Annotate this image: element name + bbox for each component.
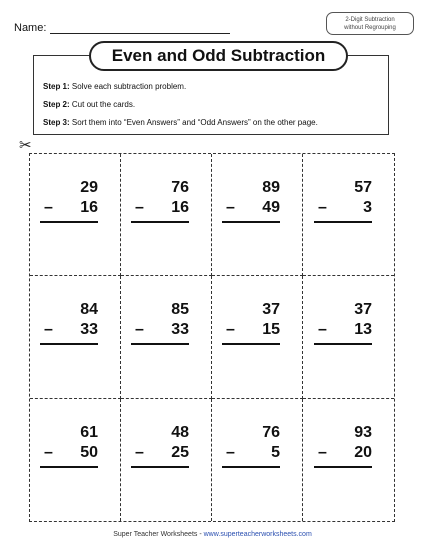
worksheet-title: Even and Odd Subtraction: [89, 41, 348, 71]
problem-card[interactable]: [212, 399, 303, 521]
problem-card[interactable]: [303, 399, 394, 521]
subtrahend: 15: [262, 321, 280, 339]
problem-card[interactable]: [121, 154, 212, 276]
topic-line-2: without Regrouping: [344, 25, 396, 31]
step-3: [43, 114, 318, 132]
card-grid: [29, 153, 395, 522]
subtraction-problem: [131, 178, 189, 223]
answer-line: [222, 343, 280, 345]
subtrahend: 20: [354, 443, 372, 461]
subtrahend: 50: [80, 443, 98, 461]
subtrahend: 16: [80, 199, 98, 216]
subtrahend: 3: [363, 199, 372, 216]
minus-sign: –: [318, 199, 327, 216]
step-1-label: Step 1:: [43, 82, 70, 91]
problem-card[interactable]: [212, 276, 303, 398]
minus-sign: –: [135, 199, 144, 216]
subtrahend-row: [314, 198, 372, 218]
problem-card[interactable]: [303, 154, 394, 276]
minus-sign: –: [44, 443, 53, 461]
subtraction-problem: [40, 423, 98, 468]
subtrahend-row: [222, 443, 280, 463]
problem-card[interactable]: [303, 276, 394, 398]
subtraction-problem: [222, 423, 280, 468]
subtraction-problem: [40, 300, 98, 345]
subtraction-problem: [131, 423, 189, 468]
footer-site[interactable]: www.superteacherworksheets.com: [203, 531, 312, 538]
subtrahend-row: [40, 198, 98, 218]
subtrahend: 33: [171, 321, 189, 339]
name-line[interactable]: [50, 33, 230, 34]
step-1-text: Solve each subtraction problem.: [71, 82, 187, 91]
minus-sign: –: [318, 321, 327, 339]
minuend: 76: [262, 423, 280, 441]
minus-sign: –: [44, 199, 53, 216]
subtrahend-row: [314, 320, 372, 340]
step-1: [43, 78, 318, 96]
scissors-icon: ✂: [19, 137, 32, 154]
minuend: 57: [354, 179, 372, 196]
problem-card[interactable]: [30, 399, 121, 521]
minuend: 37: [354, 301, 372, 319]
answer-line: [131, 343, 189, 345]
subtrahend-row: [40, 320, 98, 340]
subtrahend: 25: [171, 443, 189, 461]
answer-line: [40, 221, 98, 223]
minuend: 37: [262, 301, 280, 319]
topic-badge: [326, 12, 414, 35]
step-2: [43, 96, 318, 114]
minuend: 93: [354, 423, 372, 441]
problem-card[interactable]: [121, 276, 212, 398]
topic-line-1: 2-Digit Subtraction: [345, 17, 395, 23]
minus-sign: –: [226, 443, 235, 461]
subtrahend: 33: [80, 321, 98, 339]
minuend: 48: [171, 423, 189, 441]
minuend: 89: [262, 179, 280, 196]
subtrahend: 16: [171, 199, 189, 216]
problem-card[interactable]: [121, 399, 212, 521]
step-3-label: Step 3:: [43, 118, 70, 127]
subtrahend-row: [131, 198, 189, 218]
answer-line: [314, 466, 372, 468]
subtraction-problem: [314, 178, 372, 223]
problem-card[interactable]: [30, 276, 121, 398]
subtrahend: 49: [262, 199, 280, 216]
subtraction-problem: [40, 178, 98, 223]
minus-sign: –: [135, 443, 144, 461]
subtraction-problem: [131, 300, 189, 345]
answer-line: [131, 221, 189, 223]
minus-sign: –: [226, 199, 235, 216]
answer-line: [222, 466, 280, 468]
answer-line: [40, 343, 98, 345]
name-label: Name:: [14, 22, 47, 34]
answer-line: [131, 466, 189, 468]
step-2-text: Cut out the cards.: [71, 100, 136, 109]
footer-brand: Super Teacher Worksheets -: [113, 531, 204, 538]
subtrahend-row: [222, 198, 280, 218]
subtrahend-row: [40, 443, 98, 463]
minus-sign: –: [318, 443, 327, 461]
step-3-text: Sort them into “Even Answers” and “Odd Answers” on the other page.: [71, 118, 318, 127]
minus-sign: –: [135, 321, 144, 339]
subtrahend-row: [222, 320, 280, 340]
minus-sign: –: [44, 321, 53, 339]
problem-card[interactable]: [30, 154, 121, 276]
minus-sign: –: [226, 321, 235, 339]
subtrahend: 5: [271, 443, 280, 461]
answer-line: [222, 221, 280, 223]
subtraction-problem: [222, 300, 280, 345]
subtrahend-row: [131, 443, 189, 463]
minuend: 29: [80, 179, 98, 196]
step-2-label: Step 2:: [43, 100, 70, 109]
subtraction-problem: [222, 178, 280, 223]
subtraction-problem: [314, 300, 372, 345]
answer-line: [40, 466, 98, 468]
subtraction-problem: [314, 423, 372, 468]
subtrahend-row: [314, 443, 372, 463]
answer-line: [314, 221, 372, 223]
minuend: 76: [171, 179, 189, 196]
steps-list: [43, 78, 318, 132]
subtrahend: 13: [354, 321, 372, 339]
minuend: 84: [80, 301, 98, 319]
footer: [0, 531, 425, 538]
problem-card[interactable]: [212, 154, 303, 276]
minuend: 85: [171, 301, 189, 319]
answer-line: [314, 343, 372, 345]
subtrahend-row: [131, 320, 189, 340]
minuend: 61: [80, 423, 98, 441]
